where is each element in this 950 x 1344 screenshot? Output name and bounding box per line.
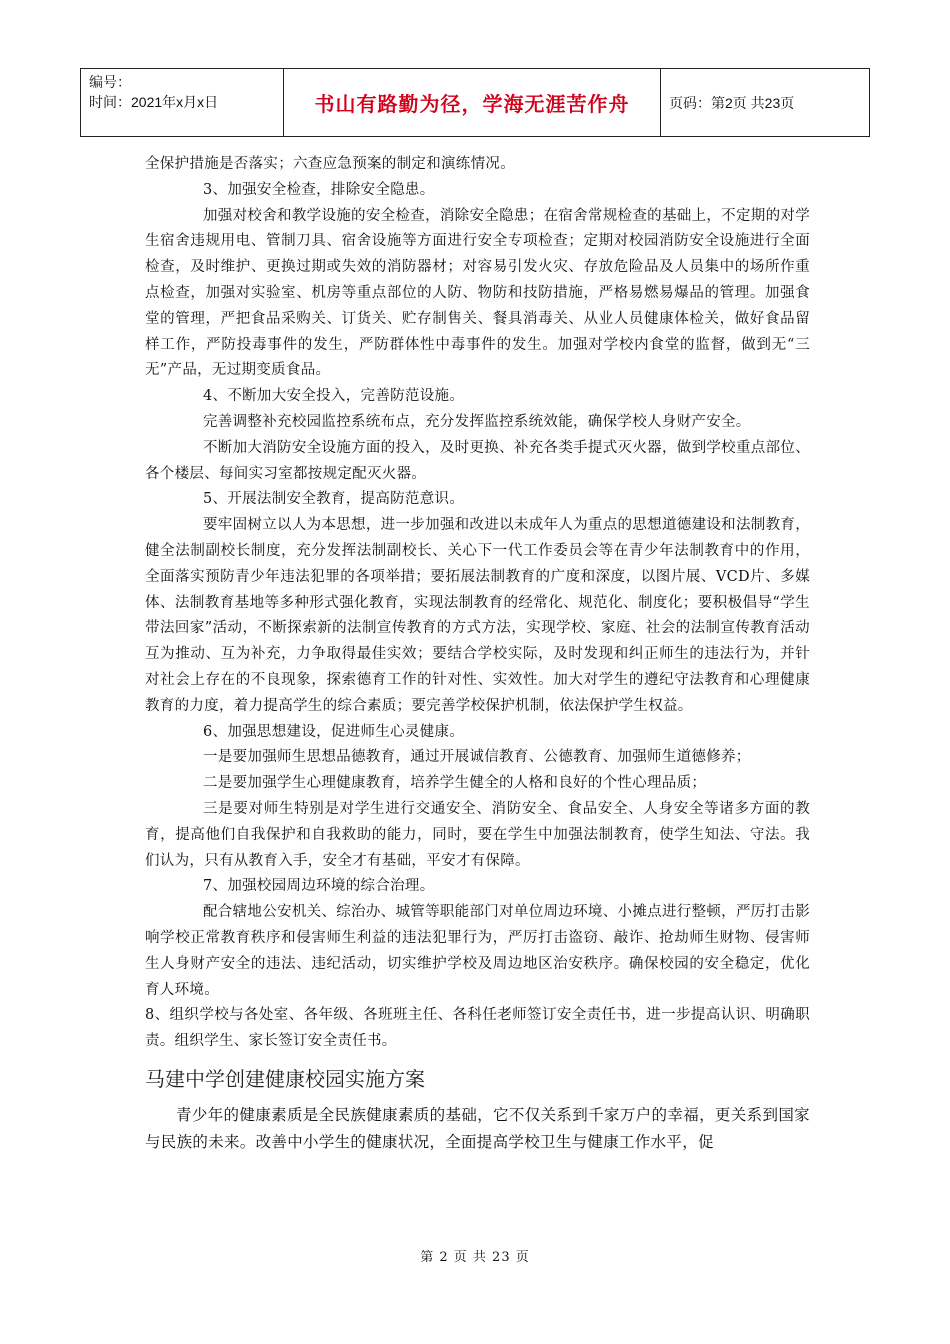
body-paragraph: 完善调整补充校园监控系统布点，充分发挥监控系统效能，确保学校人身财产安全。 — [203, 413, 751, 430]
body-paragraph: 全保护措施是否落实；六查应急预案的制定和演练情况。 — [145, 156, 515, 172]
section-heading-7: 7、加强校园周边环境的综合治理。 — [203, 878, 435, 895]
section-intro-paragraph: 青少年的健康素质是全民族健康素质的基础，它不仅关系到千家万户的幸福，更关系到国家与民族的未来。改善中小学生的健康状况，全面提高学校卫生与健康工作水平，促 — [145, 1105, 810, 1151]
body-paragraph: 三是要对师生特别是对学生进行交通安全、消防安全、食品安全、人身安全等诸多方面的教育，提高他们自我保护和自我救助的能力，同时，要在学生中加强法制教育，使学生知法、守法。我们认为，只有从教育入手，安全才有基础，平安才有保障。 — [145, 800, 810, 869]
body-paragraph: 一是要加强师生思想品德教育，通过开展诚信教育、公德教育、加强师生道德修养； — [203, 749, 751, 766]
body-paragraph: 要牢固树立以人为本思想，进一步加强和改进以未成年人为重点的思想道德建设和法制教育，健全法制副校长制度，充分发挥法制副校长、关心下一代工作委员会等在青少年法制教育中的作用，全面落实预防青少年违法犯罪的各项举措；要拓展法制教育的广度和深度，以图片展、VCD片、多媒体、法制教育基地等多种形式强化教育，实现法制教育的经常化、规范化、制度化；要积极倡导“学生带法回家”活动，不断探索新的法制宣传教育的方式方法，实现学校、家庭、社会的法制宣传教育活动互为推动、互为补充，力争取得最佳实效；要结合学校实际，及时发现和纠正师生的违法行为，并针对社会上存在的不良现象，探索德育工作的针对性、实效性。加大对学生的遵纪守法教育和心理健康教育的力度，着力提高学生的综合素质；要完善学校保护机制，依法保护学生权益。 — [145, 517, 810, 714]
page-footer: 第 2 页 共 23 页 — [420, 1250, 530, 1265]
body-paragraph: 二是要加强学生心理健康教育，培养学生健全的人格和良好的个性心理品质； — [203, 775, 707, 792]
header-number-label: 编号： — [89, 74, 131, 90]
body-paragraph: 加强对校舍和教学设施的安全检查，消除安全隐患；在宿舍常规检查的基础上，不定期的对学生宿舍违规用电、管制刀具、宿舍设施等方面进行安全专项检查；定期对校园消防安全设施进行全面检查，及时维护、更换过期或失效的消防器材；对容易引发火灾、存放危险品及人员集中的场所作重点检查，加强对实验室、机房等重点部位的人防、物防和技防措施，严格易燃易爆品的管理。加强食堂的管理，严把食品采购关、订货关、贮存制售关、餐具消毒关、从业人员健康体检关，做好食品留样工作，严防投毒事件的发生，严防群体性中毒事件的发生。加强对学校内食堂的监督，做到无“三无”产品，无过期变质食品。 — [145, 207, 810, 379]
body-paragraph: 8、组织学校与各处室、各年级、各班班主任、各科任老师签订安全责任书，进一步提高认识、明确职责。组织学生、家长签订安全责任书。 — [145, 1007, 810, 1050]
section-heading-6: 6、加强思想建设，促进师生心灵健康。 — [203, 723, 465, 740]
body-paragraph: 配合辖地公安机关、综治办、城管等职能部门对单位周边环境、小摊点进行整顿，严厉打击影响学校正常教育秩序和侵害师生利益的违法犯罪行为，严厉打击盗窃、敲诈、抢劫师生财物、侵害师生人身财产安全的违法、违纪活动，切实维护学校及周边地区治安秩序。确保校园的安全稳定，优化育人环境。 — [145, 904, 810, 998]
document-body — [145, 152, 810, 1156]
header-date-label: 时间：2021年x月x日 — [89, 94, 219, 110]
body-paragraph: 不断加大消防安全设施方面的投入，及时更换、补充各类手提式灭火器，做到学校重点部位、各个楼层、每间实习室都按规定配灭火器。 — [145, 439, 810, 482]
header-motto: 书山有路勤为径，学海无涯苦作舟 — [284, 69, 661, 137]
section-title: 马建中学创建健康校园实施方案 — [145, 1066, 425, 1091]
section-heading-3: 3、加强安全检查，排除安全隐患。 — [203, 181, 435, 198]
section-heading-4: 4、不断加大安全投入，完善防范设施。 — [203, 388, 465, 405]
document-header — [80, 68, 870, 137]
header-meta-cell — [81, 69, 284, 137]
header-page-label: 页码：第2页 共23页 — [661, 69, 870, 137]
section-heading-5: 5、开展法制安全教育，提高防范意识。 — [203, 491, 465, 508]
